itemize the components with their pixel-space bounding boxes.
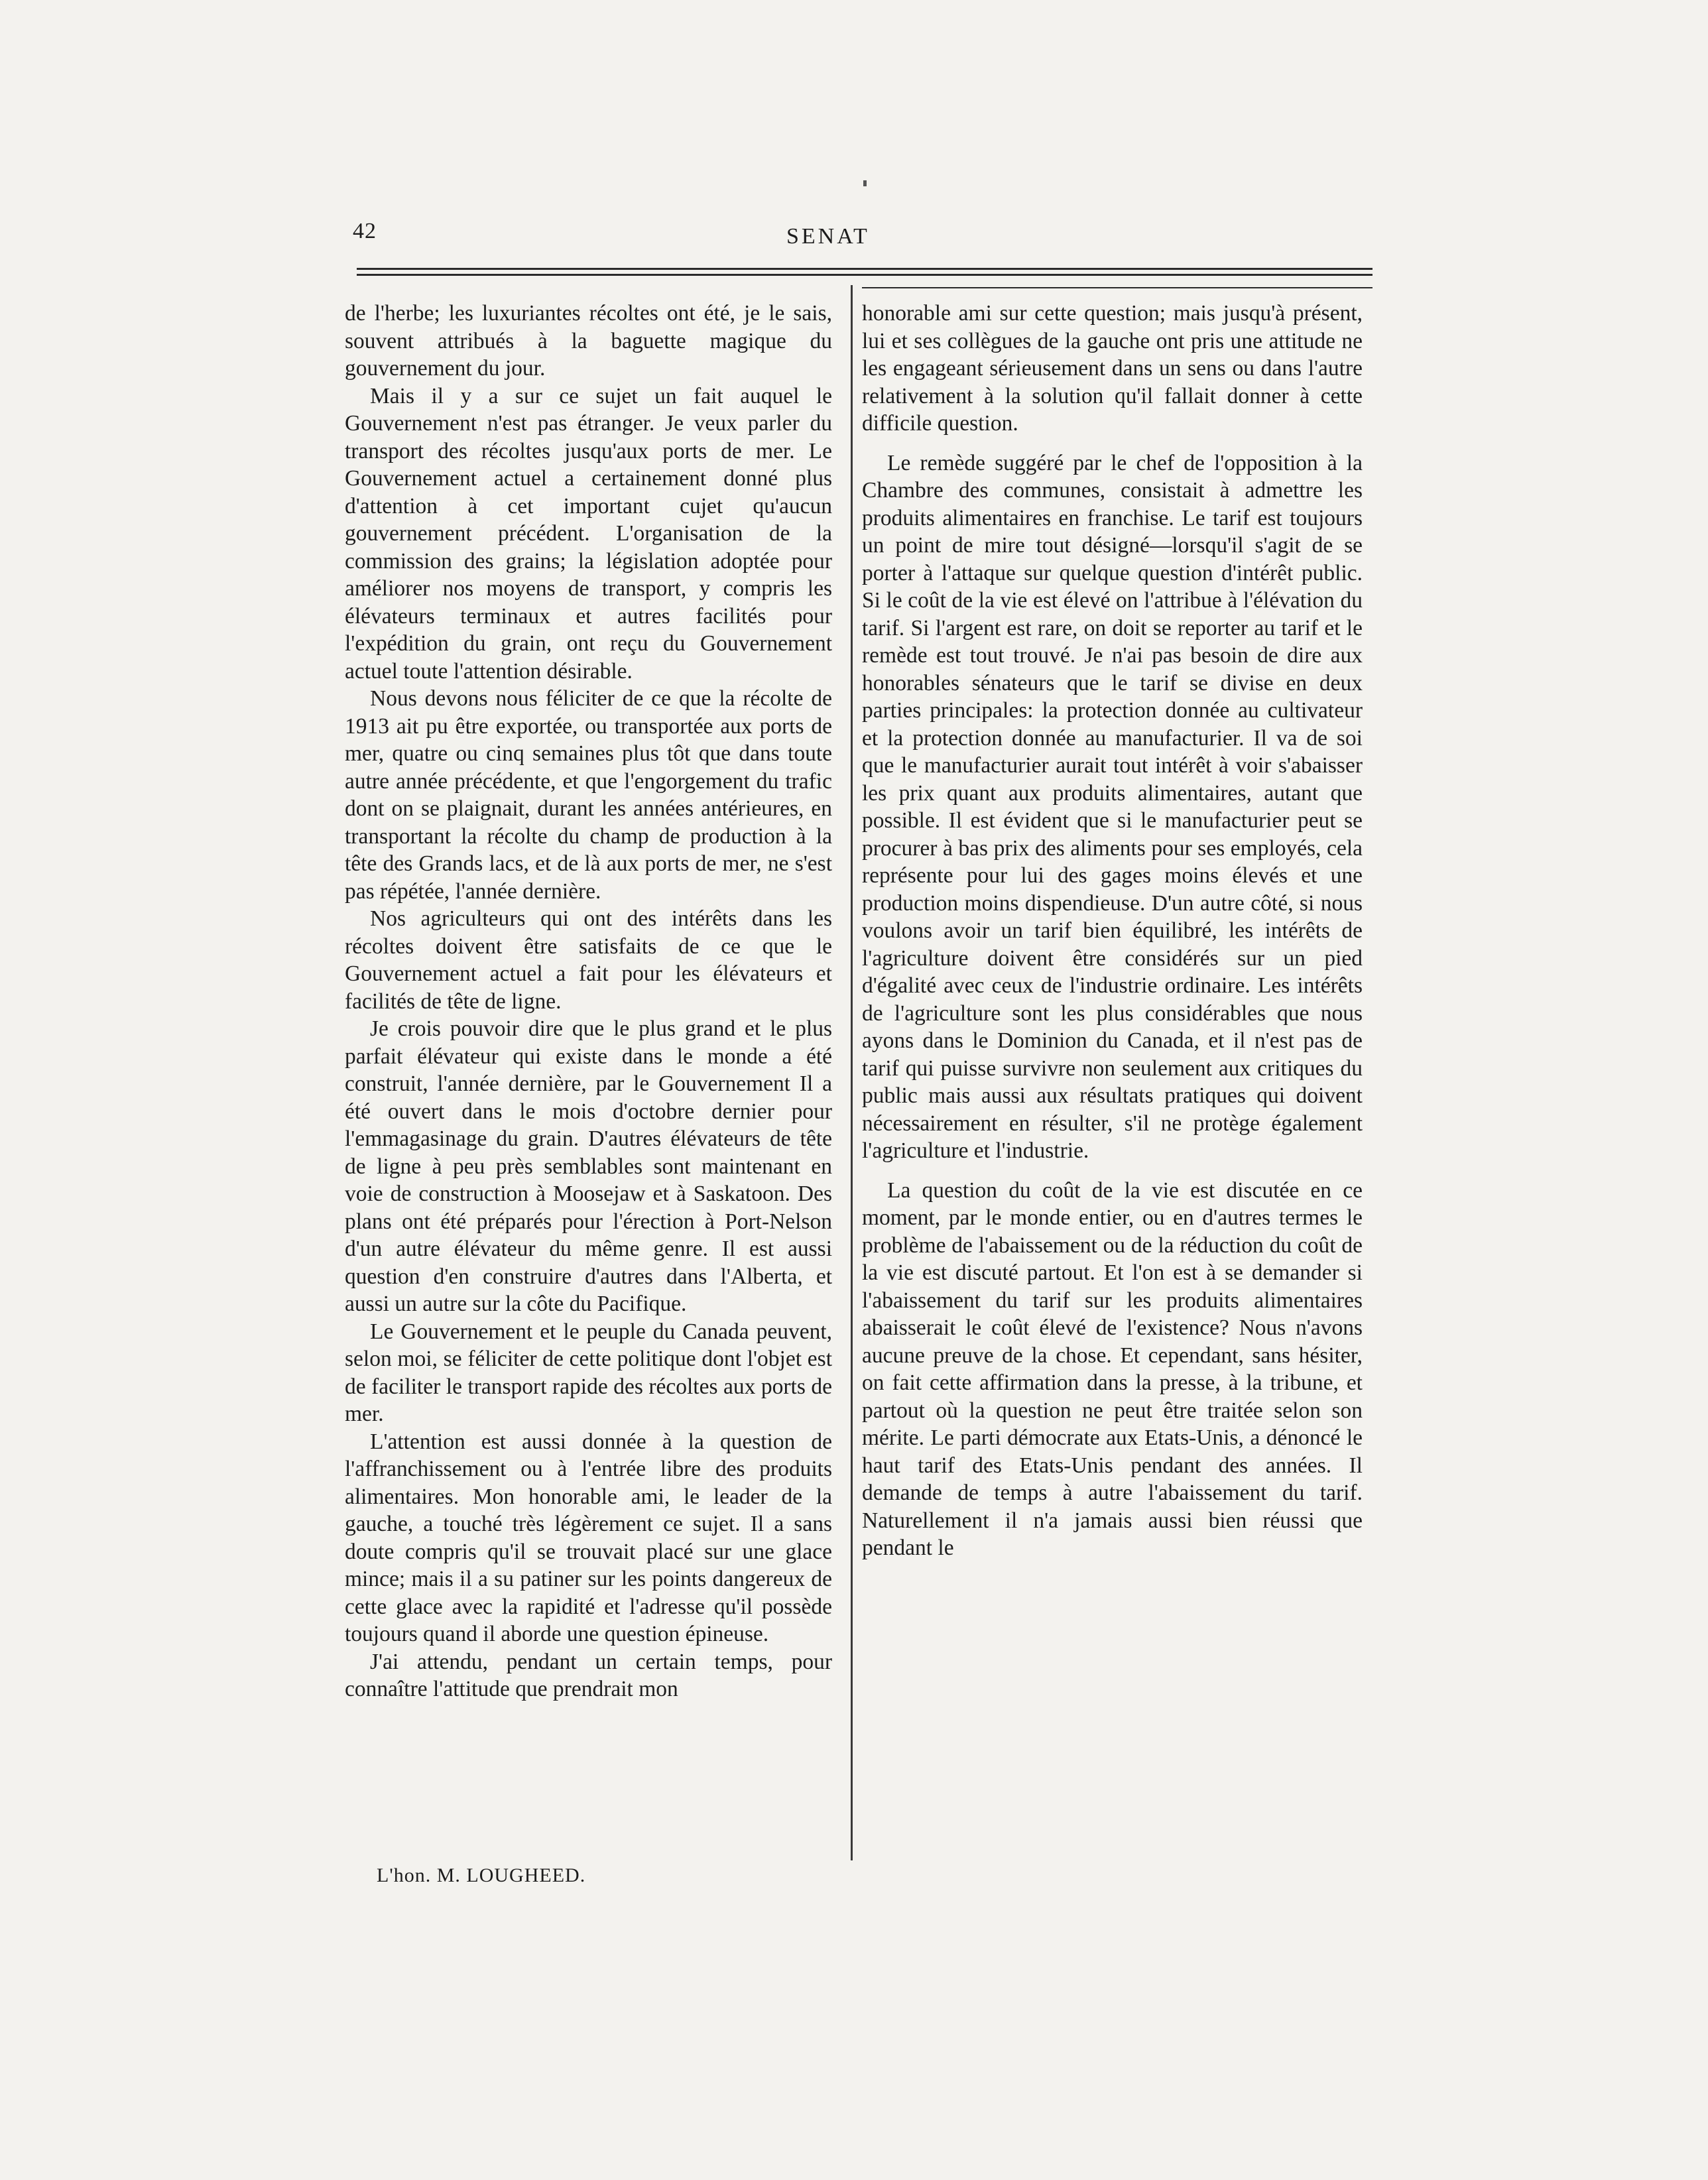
paragraph: Nos agriculteurs qui ont des intérêts dans les récoltes doivent être satisfaits de ce que le Gouvernement actuel a fait pour les élévateurs et facilités de tête de ligne. xyxy=(345,906,832,1014)
speaker-footer: L'hon. M. LOUGHEED. xyxy=(377,1864,586,1886)
scan-speck xyxy=(863,180,867,186)
paragraph: La question du coût de la vie est discutée en ce moment, par le monde entier, ou en d'autres termes le problème de l'abaissement ou de la réduction du coût de la vie est discuté partout. Et l'on est à se demander si l'abaissement du tarif sur les produits alimentaires abaisserait le coût élevé de l'existence? Nous n'avons aucune preuve de la chose. Et cependant, sans hésiter, on fait cette affirmation dans la presse, à la tribune, et partout où la question ne peut être traitée selon son mérite. Le parti démocrate aux Etats-Unis, a dénoncé le haut tarif des Etats-Unis pendant des années. Il demande de temps à autre l'abaissement du tarif. Naturellement il n'a jamais aussi bien réussi que pendant le xyxy=(862,1178,1363,1560)
paragraph: Le remède suggéré par le chef de l'opposition à la Chambre des communes, consistait à admettre les produits alimentaires en franchise. Le tarif est toujours un point de mire tout désigné—lorsqu'il s'agit de se porter à l'attaque sur quelque question d'intérêt public. Si le coût de la vie est élevé on l'attribue à l'élévation du tarif. Si l'argent est rare, on doit se reporter au tarif et le remède est tout trouvé. Je n'ai pas besoin de dire aux honorables sénateurs que le tarif se divise en deux parties principales: la protection donnée au cultivateur et la protection donnée au manufacturier. Il va de soi que le manufacturier aurait tout intérêt à voir s'abaisser les prix quant aux produits alimentaires, autant que possible. Il est évident que si le manufacturier peut se procurer à bas prix des aliments pour ses employés, cela représente pour lui des gages moins élevés et une production moins dispendieuse. D'un autre côté, si nous voulons avoir un tarif bien équilibré, les intérêts de l'agriculture doivent être considérés sur un pied d'égalité avec ceux de l'industrie ordinaire. Les intérêts de l'agriculture sont les plus considérables que nous ayons dans le Dominion du Canada, et il n'est pas de tarif qui puisse survivre non seulement aux critiques du public mais aussi aux résultats pratiques qui doivent nécessairement en résulter, s'il ne protège également l'agriculture et l'industrie. xyxy=(862,450,1363,1163)
paragraph: Je crois pouvoir dire que le plus grand et le plus parfait élévateur qui existe dans le monde a été construit, l'année dernière, par le Gouvernement Il a été ouvert dans le mois d'octobre dernier pour l'emmagasinage du grain. D'autres élévateurs de tête de ligne à peu près semblables sont maintenant en voie de construction à Moosejaw et à Saskatoon. Des plans ont été préparés pour l'érection à Port-Nelson d'un autre élévateur du même genre. Il est aussi question d'en construire d'autres dans l'Alberta, et aussi un autre sur la côte du Pacifique. xyxy=(345,1016,832,1316)
page-number: 42 xyxy=(353,219,377,243)
paragraph: de l'herbe; les luxuriantes récoltes ont été, je le sais, souvent attribués à la baguette magique du gouvernement du jour. xyxy=(345,301,832,381)
header-rule-right xyxy=(862,287,1372,288)
paragraph: honorable ami sur cette question; mais jusqu'à présent, lui et ses collègues de la gauche ont pris une attitude ne les engageant sérieusement dans un sens ou dans l'autre relativement à la solution qu'il fallait donner à cette difficile question. xyxy=(862,301,1363,436)
right-column xyxy=(862,300,1363,1562)
left-column xyxy=(345,300,832,1703)
paragraph: J'ai attendu, pendant un certain temps, pour connaître l'attitude que prendrait mon xyxy=(345,1649,832,1701)
paragraph: L'attention est aussi donnée à la question de l'affranchissement ou à l'entrée libre des produits alimentaires. Mon honorable ami, le leader de la gauche, a touché très légèrement ce sujet. Il a sans doute compris qu'il se trouvait placé sur une glace mince; mais il a su patiner sur les points dangereux de cette glace avec la rapidité et l'adresse qu'il possède toujours quand il aborde une question épineuse. xyxy=(345,1429,832,1646)
header-rule-top xyxy=(357,268,1372,270)
running-head: SENAT xyxy=(786,224,870,249)
paragraph: Le Gouvernement et le peuple du Canada peuvent, selon moi, se féliciter de cette politique dont l'objet est de faciliter le transport rapide des récoltes aux ports de mer. xyxy=(345,1319,832,1426)
paragraph: Nous devons nous féliciter de ce que la récolte de 1913 ait pu être exportée, ou transportée aux ports de mer, quatre ou cinq semaines plus tôt que dans toute autre année précédente, et que l'engorgement du trafic dont on se plaignait, durant les années antérieures, en transportant la récolte du champ de production à la tête des Grands lacs, et de là aux ports de mer, ne s'est pas répétée, l'année dernière. xyxy=(345,686,832,904)
paragraph: Mais il y a sur ce sujet un fait auquel le Gouvernement n'est pas étranger. Je veux parler du transport des récoltes jusqu'aux ports de mer. Le Gouvernement actuel a certainement donné plus d'attention à cet important cujet qu'aucun gouvernement précédent. L'organisation de la commission des grains; la législation adoptée pour améliorer nos moyens de transport, y compris les élévateurs terminaux et autres facilités pour l'expédition du grain, ont reçu du Gouvernement actuel toute l'attention désirable. xyxy=(345,383,832,684)
column-divider xyxy=(851,285,853,1860)
header-rule-bottom xyxy=(357,274,1372,276)
